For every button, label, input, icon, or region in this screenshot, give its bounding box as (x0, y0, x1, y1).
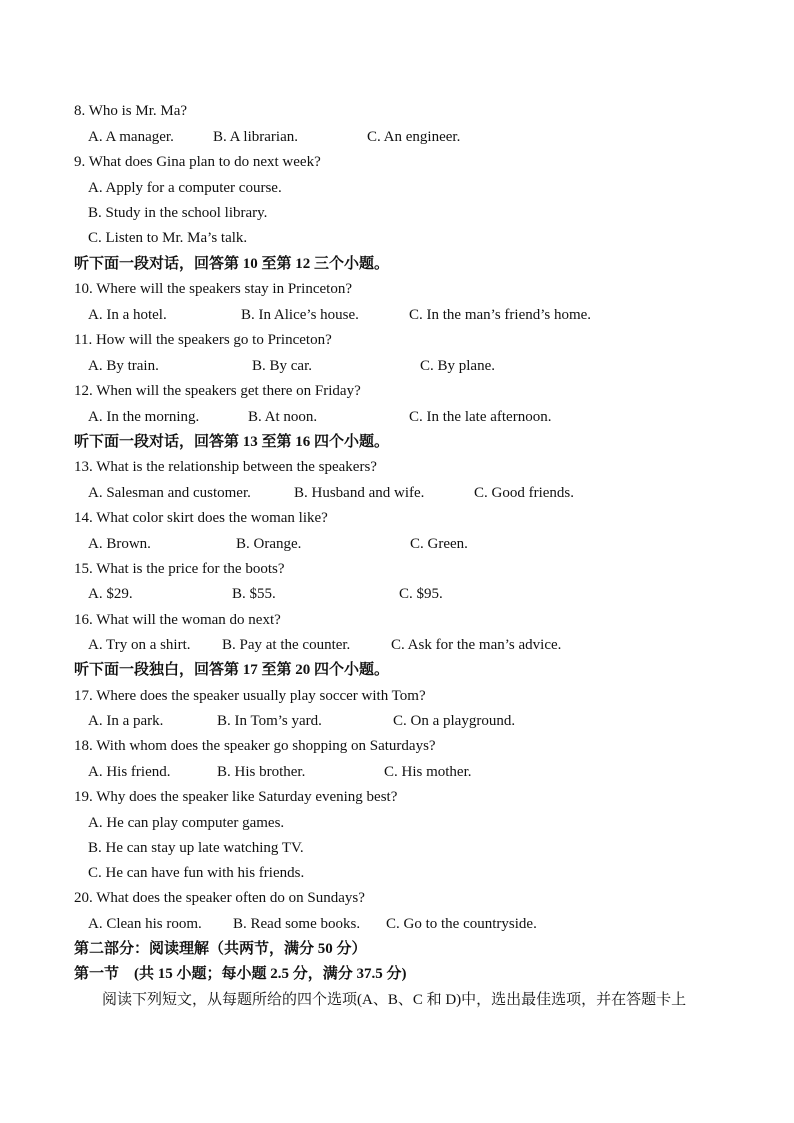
option-16c: C. Ask for the man’s advice. (391, 637, 562, 653)
option-19c: C. He can have fun with his friends. (88, 865, 305, 881)
option-8c: C. An engineer. (367, 129, 461, 145)
option-20c: C. Go to the countryside. (386, 916, 537, 932)
question-11: 11. How will the speakers go to Princeton? (74, 332, 332, 348)
option-9c: C. Listen to Mr. Ma’s talk. (88, 230, 248, 246)
option-11c: C. By plane. (420, 358, 495, 374)
reading-instruction: 阅读下列短文，从每题所给的四个选项(A、B、C 和 D)中，选出最佳选项，并在答题卡上 (102, 992, 687, 1008)
option-11a: A. By train. (88, 358, 159, 374)
option-13b: B. Husband and wife. (294, 485, 425, 501)
section-one-heading: 第一节 (共 15 小题；每小题 2.5 分，满分 37.5 分) (74, 966, 407, 982)
option-9a: A. Apply for a computer course. (88, 180, 282, 196)
question-17: 17. Where does the speaker usually play soccer with Tom? (74, 688, 426, 704)
option-15a: A. $29. (88, 586, 133, 602)
question-14: 14. What color skirt does the woman like? (74, 510, 328, 526)
option-15b: B. $55. (232, 586, 276, 602)
option-17b: B. In Tom’s yard. (217, 713, 322, 729)
option-10b: B. In Alice’s house. (241, 307, 359, 323)
option-13c: C. Good friends. (474, 485, 574, 501)
option-15c: C. $95. (399, 586, 443, 602)
option-13a: A. Salesman and customer. (88, 485, 251, 501)
question-8: 8. Who is Mr. Ma? (74, 103, 188, 119)
option-14a: A. Brown. (88, 536, 151, 552)
option-20a: A. Clean his room. (88, 916, 202, 932)
option-8a: A. A manager. (88, 129, 174, 145)
option-14c: C. Green. (410, 536, 468, 552)
option-19a: A. He can play computer games. (88, 815, 285, 831)
question-15: 15. What is the price for the boots? (74, 561, 285, 577)
question-10: 10. Where will the speakers stay in Princeton? (74, 281, 352, 297)
option-12a: A. In the morning. (88, 409, 200, 425)
section-heading-13-16: 听下面一段对话，回答第 13 至第 16 四个小题。 (74, 434, 390, 450)
question-12: 12. When will the speakers get there on Friday? (74, 383, 361, 399)
question-20: 20. What does the speaker often do on Sundays? (74, 890, 365, 906)
part-two-heading: 第二部分：阅读理解（共两节，满分 50 分） (74, 941, 367, 957)
option-20b: B. Read some books. (233, 916, 361, 932)
option-10c: C. In the man’s friend’s home. (409, 307, 592, 323)
option-12c: C. In the late afternoon. (409, 409, 552, 425)
option-11b: B. By car. (252, 358, 312, 374)
option-12b: B. At noon. (248, 409, 318, 425)
option-18b: B. His brother. (217, 764, 306, 780)
option-17c: C. On a playground. (393, 713, 516, 729)
option-16b: B. Pay at the counter. (222, 637, 351, 653)
question-16: 16. What will the woman do next? (74, 612, 281, 628)
question-13: 13. What is the relationship between the speakers? (74, 459, 377, 475)
option-16a: A. Try on a shirt. (88, 637, 191, 653)
option-19b: B. He can stay up late watching TV. (88, 840, 304, 856)
option-9b: B. Study in the school library. (88, 205, 268, 221)
option-14b: B. Orange. (236, 536, 302, 552)
option-17a: A. In a park. (88, 713, 164, 729)
question-19: 19. Why does the speaker like Saturday evening best? (74, 789, 398, 805)
question-9: 9. What does Gina plan to do next week? (74, 154, 321, 170)
option-10a: A. In a hotel. (88, 307, 167, 323)
option-18c: C. His mother. (384, 764, 472, 780)
option-8b: B. A librarian. (213, 129, 298, 145)
section-heading-17-20: 听下面一段独白，回答第 17 至第 20 四个小题。 (74, 662, 390, 678)
section-heading-10-12: 听下面一段对话，回答第 10 至第 12 三个小题。 (74, 256, 390, 272)
option-18a: A. His friend. (88, 764, 171, 780)
question-18: 18. With whom does the speaker go shopping on Saturdays? (74, 738, 436, 754)
